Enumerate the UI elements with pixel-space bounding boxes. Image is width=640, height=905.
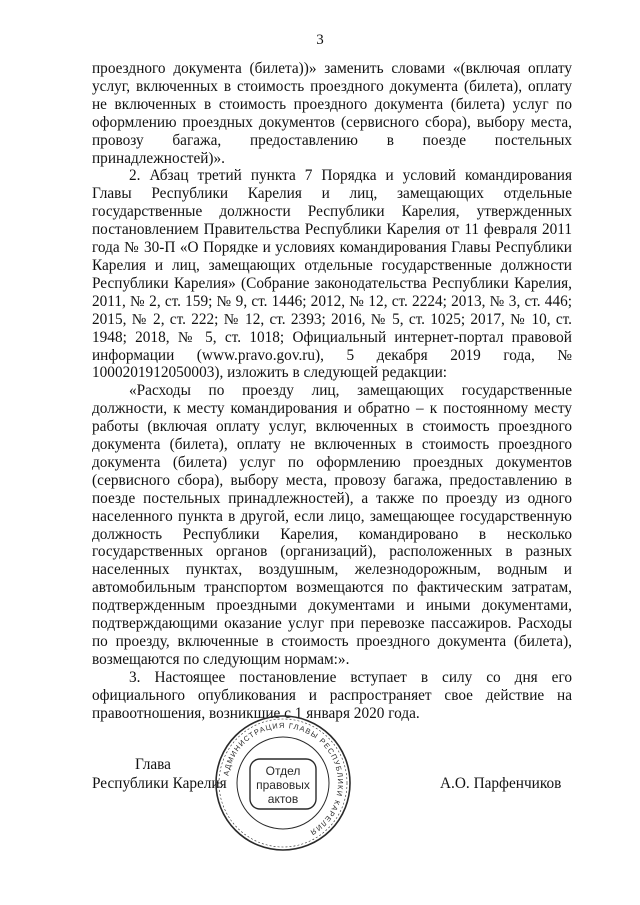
- paragraph-quoted-amendment: «Расходы по проезду лиц, замещающих государственные должности, к месту командирования и обратно – к постоянному месту работы (включая оплату услуг, включенных в стоимость проездного документа (билета), оплату не включенных в стоимость проездного документа (билета) услуг по оформлению проездных документов (сервисного сбора), выбору места, провозу багажа, предоставлению в поезде постельных принадлежностей), а также по проезду из одного населенного пункта в другой, если лицо, замещающее государственную должность Республики Карелия, командировано в несколько государственных органов (организаций), расположенных в разных населенных пунктах, воздушным, железнодорожным, водным и автомобильным транспортом возмещаются по фактическим затратам, подтвержденным проездными документами и иными документами, подтверждающими оказание услуг при перевозке пассажиров. Расходы по проезду, включенные в стоимость проездного документа (билета), возмещаются по следующим нормам:».: [92, 382, 572, 668]
- document-body: [92, 60, 572, 723]
- stamp-center-line-1: Отдел: [265, 764, 301, 778]
- paragraph-item-3: 3. Настоящее постановление вступает в силу со дня его официального опубликования и распространяет свое действие на правоотношения, возникшие с 1 января 2020 года.: [92, 668, 572, 722]
- page-number: 3: [316, 32, 324, 48]
- stamp-center-line-3: актов: [267, 792, 299, 806]
- official-stamp: [213, 713, 353, 853]
- paragraph-item-2: 2. Абзац третий пункта 7 Порядка и условий командирования Главы Республики Карелия и лиц, замещающих отдельные государственные должности Республики Карелия, утвержденных постановлением Правительства Республики Карелия от 11 февраля 2011 года № 30-П «О Порядке и условиях командирования Главы Республики Карелия и лиц, замещающих отдельные государственные должности Республики Карелия» (Собрание законодательства Республики Карелия, 2011, № 2, ст. 159; № 9, ст. 1446; 2012, № 12, ст. 2224; 2013, № 3, ст. 446; 2015, № 2, ст. 222; № 12, ст. 2393; 2016, № 5, ст. 1025; 2017, № 10, ст. 1948; 2018, № 5, ст. 1018; Официальный интернет-портал правовой информации (www.pravo.gov.ru), 5 декабря 2019 года, № 1000201912050003), изложить в следующей редакции:: [92, 167, 572, 382]
- signature-organization: Республики Карелия: [92, 775, 227, 792]
- signature-title: Глава: [135, 756, 171, 773]
- stamp-ring-text: АДМИНИСТРАЦИЯ ГЛАВЫ РЕСПУБЛИКИ КАРЕЛИЯ: [221, 720, 346, 838]
- stamp-center-line-2: правовых: [256, 778, 310, 792]
- signature-name: А.О. Парфенчиков: [440, 775, 562, 792]
- paragraph-continuation: проездного документа (билета))» заменить словами «(включая оплату услуг, включенных в стоимость проездного документа (билета), оплату не включенных в стоимость проездного документа (билета) услуг по оформлению проездных документов (сервисного сбора), выбору места, провозу багажа, предоставлению в поезде постельных принадлежностей)».: [92, 60, 572, 167]
